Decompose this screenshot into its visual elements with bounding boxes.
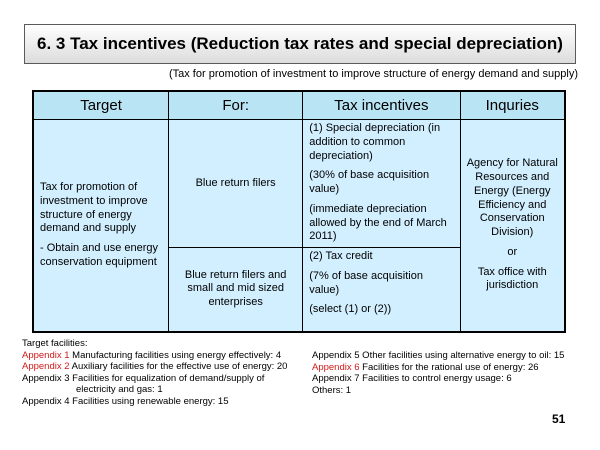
incentive-line: (7% of base acquisition value) [309,269,423,296]
appendix-tag: Appendix 2 [22,361,70,372]
appendix-text: Auxiliary facilities for the effective use of energy: 20 [69,361,288,372]
footnotes-right [312,350,564,396]
inquiry-tax-office: Tax office with jurisdiction [477,265,547,292]
inquiries-cell [460,120,565,332]
appendix-text: Facilities to control energy usage: 6 [359,373,512,384]
slide-title [24,24,576,64]
appendix-tag: Appendix 7 [312,373,360,384]
incentive-line: (immediate depreciation allowed by the end of March 2011) [309,202,447,243]
incentive-tax-credit [303,248,460,332]
incentive-line: (select (1) or (2)) [309,303,392,316]
incentive-line: (1) Special depreciation (in addition to common depreciation) [309,122,441,162]
footnote-item [22,361,287,373]
header-target: Target [33,91,169,120]
footnote-continuation: electricity and gas: 1 [76,384,163,395]
slide-title-text: 6. 3 Tax incentives (Reduction tax rates and special depreciation) [37,34,563,53]
incentive-special-depreciation [303,120,460,248]
table-header-row [33,91,565,120]
footnote-others: Others: 1 [312,384,352,396]
appendix-text: Other facilities using alternative energy to oil: 15 [359,350,565,361]
footnote-item [312,373,564,385]
appendix-text: Facilities using renewable energy: 15 [69,395,229,407]
appendix-tag: Appendix 3 [22,372,70,384]
for-cell-sme: Blue return filers and small and mid sized enterprises [169,248,303,332]
incentive-line: (2) Tax credit [309,250,373,262]
target-cell [33,120,169,332]
header-tax-incentives: Tax incentives [303,91,460,120]
header-for: For: [169,91,303,120]
page-number: 51 [552,412,566,426]
footnotes-heading: Target facilities: [22,338,88,349]
target-description: Tax for promotion of investment to improve structure of energy demand and supply [40,181,148,235]
footnote-item [22,373,287,385]
target-item: - Obtain and use energy conservation equipment [40,242,159,268]
footnote-item [312,350,564,362]
inquiry-or: or [507,245,518,258]
footnote-item [22,396,287,408]
slide-subtitle: (Tax for promotion of investment to improve structure of energy demand and supply) [168,68,578,80]
footnotes-left [22,338,287,407]
for-cell-blue-return: Blue return filers [169,120,303,248]
footnote-item [312,362,564,374]
appendix-tag: Appendix 4 [22,395,70,407]
appendix-text: Facilities for the rational use of energy: 26 [359,361,539,373]
header-inquiries: Inquries [460,91,565,120]
appendix-tag: Appendix 1 [22,349,70,361]
incentive-line: (30% of base acquisition value) [309,169,430,195]
footnote-item [22,350,287,362]
appendix-text: Manufacturing facilities using energy effectively: 4 [69,349,282,361]
table-row [33,120,565,248]
appendix-tag: Appendix 5 [312,350,360,361]
tax-incentives-table [32,90,566,333]
appendix-text: Facilities for equalization of demand/supply of [69,372,265,384]
appendix-tag: Appendix 6 [312,361,360,373]
inquiry-agency: Agency for Natural Resources and Energy (Energy Efficiency and Conservation Division) [466,157,558,239]
